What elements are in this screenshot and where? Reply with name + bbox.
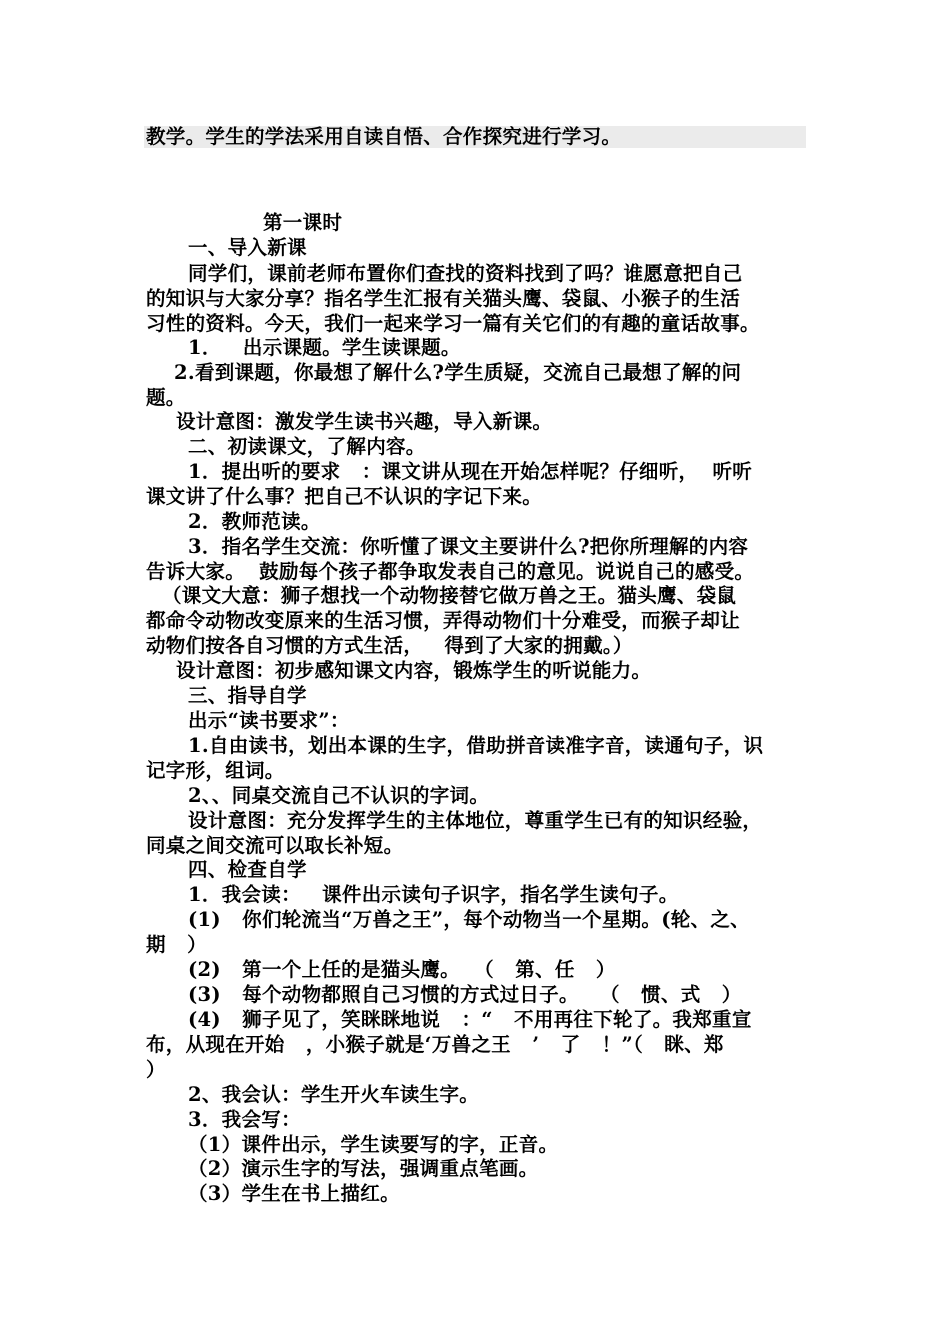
text-line: 2．教师范读。	[188, 510, 321, 533]
text-line: 习性的资料。今天，我们一起来学习一篇有关它们的有趣的童话故事。	[146, 312, 760, 335]
text-line: 题。	[146, 386, 186, 409]
text-line: 1．提出听的要求 ：课文讲从现在开始怎样呢？仔细听， 听听	[188, 460, 753, 483]
section-heading: 一、导入新课	[188, 236, 307, 259]
text-line: 1． 出示课题。学生读课题。	[188, 336, 461, 359]
text-line: （1）课件出示，学生读要写的字，正音。	[188, 1133, 559, 1156]
text-line: （2）演示生字的写法，强调重点笔画。	[188, 1157, 539, 1180]
text-line: （课文大意：狮子想找一个动物接替它做万兽之王。猫头鹰、袋鼠	[162, 584, 737, 607]
text-line: 2、我会认：学生开火车读生字。	[188, 1083, 480, 1106]
text-line: 告诉大家。 鼓励每个孩子都争取发表自己的意见。说说自己的感受。	[146, 560, 755, 583]
text-line: 课文讲了什么事？把自己不认识的字记下来。	[146, 485, 543, 508]
section-heading: 四、检查自学	[188, 858, 307, 881]
text-line: (2) 第一个上任的是猫头鹰。 （ 第、任 ）	[188, 958, 616, 981]
text-line: 动物们按各自习惯的方式生活， 得到了大家的拥戴。）	[146, 634, 633, 657]
text-line: (3) 每个动物都照自己习惯的方式过日子。 （ 惯、式 ）	[188, 983, 742, 1006]
intro-line: 教学。学生的学法采用自读自悟、合作探究进行学习。	[146, 125, 622, 148]
design-intent: 设计意图：初步感知课文内容，锻炼学生的听说能力。	[176, 659, 652, 682]
text-line: 2.看到课题，你最想了解什么?学生质疑，交流自己最想了解的问	[174, 361, 742, 384]
text-line: 出示“读书要求”：	[188, 709, 350, 732]
design-intent: 设计意图：充分发挥学生的主体地位，尊重学生已有的知识经验，	[188, 809, 763, 832]
section-heading: 二、初读课文，了解内容。	[188, 435, 426, 458]
text-line: 的知识与大家分享？指名学生汇报有关猫头鹰、袋鼠、小猴子的生活	[146, 287, 741, 310]
text-line: 3．指名学生交流：你听懂了课文主要讲什么?把你所理解的内容	[188, 535, 749, 558]
section-heading: 三、指导自学	[188, 684, 307, 707]
text-line: 1.自由读书，划出本课的生字，借助拼音读准字音，读通句子，识	[188, 734, 764, 757]
text-line: (4) 狮子见了，笑眯眯地说 ：“ 不用再往下轮了。我郑重宣	[188, 1008, 752, 1031]
lesson-title: 第一课时	[263, 211, 343, 234]
design-intent: 设计意图：激发学生读书兴趣，导入新课。	[176, 410, 553, 433]
text-line: 都命令动物改变原来的生活习惯，弄得动物们十分难受，而猴子却让	[146, 609, 741, 632]
text-line: 同学们，课前老师布置你们查找的资料找到了吗？谁愿意把自己	[188, 262, 743, 285]
text-line: 布，从现在开始 ，小猴子就是‘万兽之王 ’ 了 ！”（ 眯、郑	[146, 1033, 724, 1056]
text-line: 记字形，组词。	[146, 759, 285, 782]
text-line: (1) 你们轮流当“万兽之王”，每个动物当一个星期。(轮、之、	[188, 908, 750, 931]
text-line: 2、、同桌交流自己不认识的字词。	[188, 784, 490, 807]
text-line: 1．我会读： 课件出示读句子识字，指名学生读句子。	[188, 883, 679, 906]
text-line: 3．我会写：	[188, 1108, 301, 1131]
text-line: 期 ）	[146, 933, 207, 956]
text-line: （3）学生在书上描红。	[188, 1182, 400, 1205]
text-line: ）	[146, 1058, 166, 1081]
text-line: 同桌之间交流可以取长补短。	[146, 834, 404, 857]
